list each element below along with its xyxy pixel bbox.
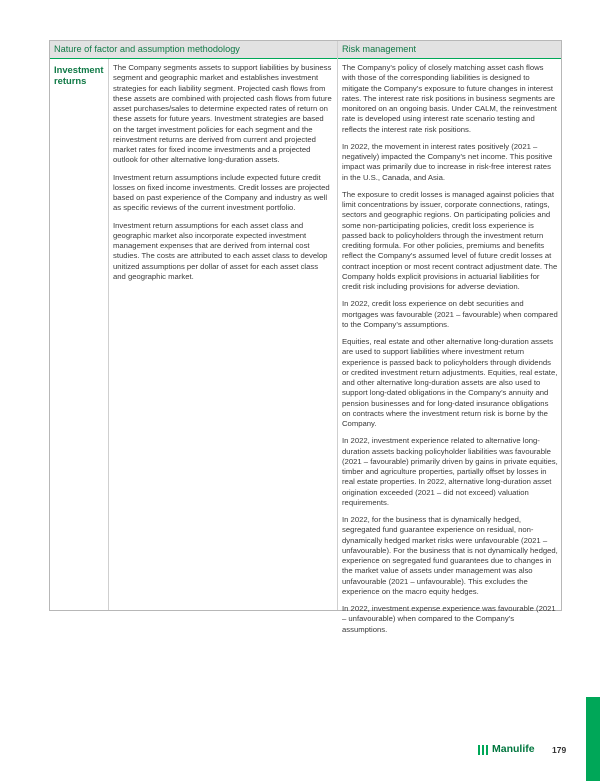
header-methodology: Nature of factor and assumption methodology — [54, 44, 240, 54]
header-risk-management: Risk management — [342, 44, 417, 54]
assumptions-table — [49, 40, 562, 634]
methodology-paragraph: Investment return assumptions include expected future credit losses on fixed income investments. Credit losses are projected based on past experience of the Company and industry as well as specific reviews of the current investment portfolio. — [113, 172, 330, 213]
page-number: 179 — [552, 745, 567, 755]
column-divider — [337, 41, 338, 610]
page-edge-tab — [586, 697, 600, 781]
risk-paragraph: The exposure to credit losses is managed against policies that limit concentrations by issuer, corporate connections, ratings, sectors and geographic regions. On participating policies and some non-participating policies, credit loss experience is passed back to policyholders through the investment return crediting formula. For other policies, premiums and benefits reflect the Company’s assumed level of future credit losses at contract inception or most recent contract adjustment date. The Company holds explicit provisions in actuarial liabilities for credit risk including provisions for adverse deviation. — [342, 189, 558, 291]
risk-paragraph: In 2022, the movement in interest rates positively (2021 – negatively) impacted the Company’s net income. This positive impact was primarily due to increase in risk-free interest rates in the U.S., Canada, and Asia. — [342, 141, 553, 182]
risk-paragraph: In 2022, credit loss experience on debt securities and mortgages was favourable (2021 – favourable) when compared to the Company’s assumptions. — [342, 299, 558, 329]
methodology-column — [113, 63, 333, 289]
risk-paragraph: In 2022, for the business that is dynamically hedged, segregated fund guarantee experience on residual, non-dynamically hedged market risks were unfavourable (2021 – unfavourable). For the business that is not dynamically hedged, experience on segregated fund guarantees due to changes in the market value of assets under management was also unfavourable (2021 – unfavourable). This excludes the experience on the macro equity hedges. — [342, 515, 558, 596]
risk-paragraph: Equities, real estate and other alternative long-duration assets are used to support liabilities where investment return experience is passed back to policyholders through dividends or credited investment return adjustments. Equities, real estate, and other alternative long-duration assets are also used to support long-dated obligations in the Company’s annuity and pension businesses and for long-dated insurance obligations on contracts where the investment return risk is borne by the Company. — [342, 337, 558, 428]
methodology-paragraph: Investment return assumptions for each asset class and geographic market also incorporate expected investment management expenses that are derived from internal cost studies. The costs are attributed to each asset class to develop unitized assumptions per dollar of asset for each asset class and geographic market. — [113, 220, 328, 281]
column-divider — [108, 59, 109, 610]
table-header — [50, 41, 561, 59]
risk-management-column — [342, 63, 558, 642]
methodology-paragraph: The Company segments assets to support liabilities by business segment and geographic market and establishes investment strategies for each liability segment. Projected cash flows from these assets are combined with projected cash flows from future asset purchases/sales to determine expected rates of return on these assets for future years. Investment strategies are based on the target investment policies for each segment and the reinvestment returns are derived from current and projected market rates for fixed income investments and a projected outlook for other alternative long-duration assets. — [113, 63, 332, 165]
risk-paragraph: The Company’s policy of closely matching asset cash flows with those of the corresponding liabilities is designed to mitigate the Company’s exposure to future changes in interest rates. The interest rate risk positions in business segments are monitored on an ongoing basis. Under CALM, the reinvestment rate is developed using interest rate scenario testing and reflects the interest rate risk positions. — [342, 63, 557, 134]
risk-paragraph: In 2022, investment experience related to alternative long-duration assets backing policyholder liabilities was favourable (2021 – favourable) primarily driven by gains in private equities, timber and agriculture properties, partially offset by losses in real estate properties. In 2022, alternative long-duration asset origination exceeded (2021 – did not exceed) valuation requirements. — [342, 436, 558, 507]
factor-label: Investment returns — [54, 64, 104, 86]
brand-name: Manulife — [492, 743, 535, 755]
risk-paragraph: In 2022, investment expense experience was favourable (2021 – unfavourable) when compared to the Company’s assumptions. — [342, 604, 556, 634]
